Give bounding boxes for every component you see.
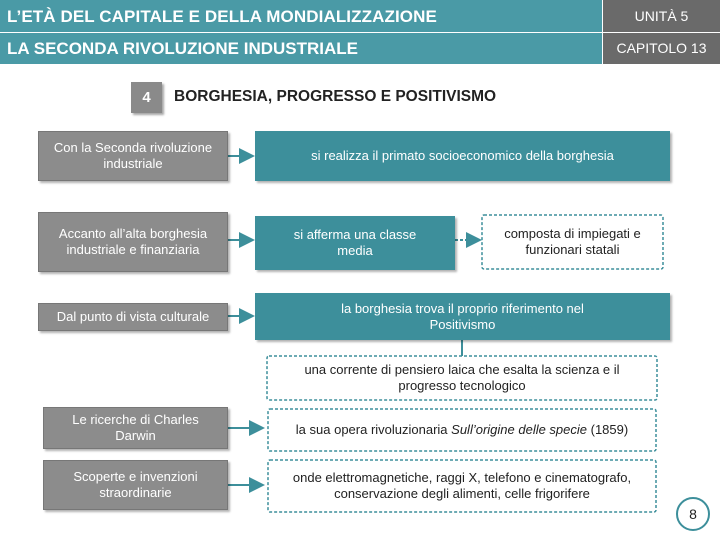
section-title: BORGHESIA, PROGRESSO E POSITIVISMO <box>174 88 497 105</box>
left-box-1: Con la Seconda rivoluzione industriale <box>38 131 228 181</box>
right-box-1: si realizza il primato socioeconomico della borghesia <box>255 131 670 181</box>
right-box-4 <box>270 411 654 449</box>
right-box-5: onde elettromagnetiche, raggi X, telefono e cinematografo, conservazione degli alimenti, celle frigorifere <box>270 462 654 510</box>
darwin-book-title: Sull’origine delle specie <box>451 422 588 437</box>
left-box-5: Scoperte e invenzioni straordinarie <box>43 460 228 510</box>
section-number: 4 <box>131 82 162 113</box>
left-box-3: Dal punto di vista culturale <box>38 303 228 331</box>
unit-label: UNITÀ 5 <box>603 0 720 32</box>
subtitle: LA SECONDA RIVOLUZIONE INDUSTRIALE <box>0 33 602 64</box>
below-box-3: una corrente di pensiero laica che esalta la scienza e il progresso tecnologico <box>269 358 655 398</box>
page-number: 8 <box>676 497 710 531</box>
left-box-2: Accanto all’alta borghesia industriale e finanziaria <box>38 212 228 272</box>
left-box-4: Le ricerche di Charles Darwin <box>43 407 228 449</box>
main-title: L’ETÀ DEL CAPITALE E DELLA MONDIALIZZAZIONE <box>0 0 602 32</box>
right-box-2: si afferma una classe media <box>255 216 455 270</box>
chapter-label: CAPITOLO 13 <box>603 33 720 64</box>
darwin-text-pre: la sua opera rivoluzionaria <box>295 422 452 437</box>
darwin-text-post: (1859) <box>587 422 629 437</box>
right-box-3: la borghesia trova il proprio riferimento nel Positivismo <box>255 293 670 340</box>
extra-box-2: composta di impiegati e funzionari statali <box>484 217 661 267</box>
